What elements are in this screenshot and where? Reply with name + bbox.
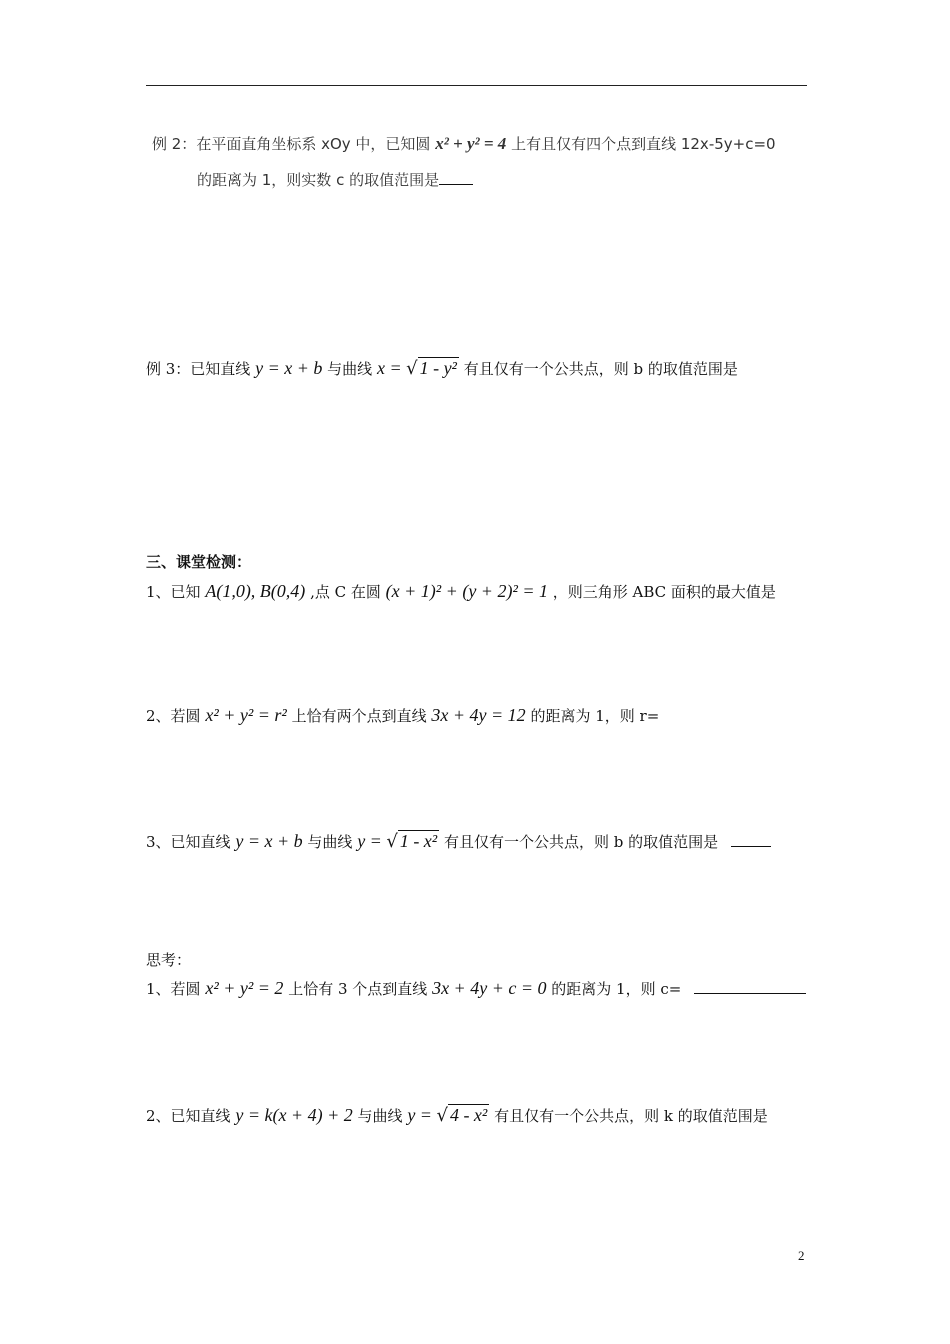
example-3-line-equation: y = x + b (255, 358, 323, 378)
t2-mid: 与曲线 (357, 1107, 403, 1125)
example-3 (146, 357, 738, 379)
q1-tail: ，则三角形 ABC 面积的最大值是 (552, 583, 776, 601)
t1-circle: x² + y² = 2 (205, 978, 284, 998)
section-3-q2 (146, 705, 659, 726)
example-3-label: 例 3：已知直线 (146, 360, 251, 378)
t1-tail: 的距离为 1，则 c= (551, 980, 682, 998)
t1-line: 3x + 4y + c = 0 (432, 978, 547, 998)
q1-prefix: 1、已知 (146, 583, 201, 601)
q1-points: A(1,0), B(0,4) (205, 581, 306, 601)
example-3-curve-lhs: x = (376, 358, 407, 378)
section-3-q1 (146, 581, 776, 602)
q2-mid: 上恰有两个点到直线 (291, 707, 427, 725)
t1-mid: 上恰有 3 个点到直线 (288, 980, 428, 998)
example-2-line-2 (197, 170, 473, 190)
q3-curve-radicand: 1 - x² (399, 831, 438, 851)
header-rule (146, 85, 807, 86)
q3-curve-lhs: y = (357, 831, 387, 851)
thinking-q1 (146, 978, 806, 999)
q3-prefix: 3、已知直线 (146, 833, 231, 851)
q2-tail: 的距离为 1，则 r= (530, 707, 660, 725)
sqrt-symbol: √ (406, 358, 418, 379)
answer-blank (439, 170, 473, 185)
example-2-text-b: 上有且仅有四个点到直线 12x-5y+c=0 (506, 135, 776, 153)
example-2-line-2-text: 的距离为 1，则实数 c 的取值范围是 (197, 171, 440, 189)
example-3-mid: 与曲线 (327, 360, 373, 378)
sqrt-symbol: √ (386, 831, 398, 852)
example-2-text-a: 在平面直角坐标系 xOy 中，已知圆 (196, 135, 436, 153)
answer-blank (731, 832, 771, 847)
thinking-q2 (146, 1104, 768, 1126)
t1-prefix: 1、若圆 (146, 980, 201, 998)
q2-line: 3x + 4y = 12 (431, 705, 526, 725)
t2-line: y = k(x + 4) + 2 (235, 1105, 353, 1125)
sqrt-symbol: √ (436, 1105, 448, 1126)
example-3-curve-radicand: 1 - y² (419, 358, 457, 378)
example-2-equation: x² + y² = 4 (435, 134, 507, 153)
t2-prefix: 2、已知直线 (146, 1107, 231, 1125)
example-2-label: 例 2： (152, 135, 197, 153)
q1-mid: ,点 C 在圆 (310, 583, 381, 601)
answer-blank (694, 979, 806, 994)
q3-tail: 有且仅有一个公共点，则 b 的取值范围是 (443, 833, 719, 851)
page-number: 2 (798, 1248, 805, 1263)
q2-circle: x² + y² = r² (205, 705, 287, 725)
t2-curve-radicand: 4 - x² (449, 1105, 488, 1125)
q1-circle: (x + 1)² + (y + 2)² = 1 (385, 581, 548, 601)
q3-line: y = x + b (235, 831, 303, 851)
thinking-heading: 思考： (146, 951, 192, 969)
q2-prefix: 2、若圆 (146, 707, 201, 725)
example-3-tail: 有且仅有一个公共点，则 b 的取值范围是 (463, 360, 738, 378)
t2-tail: 有且仅有一个公共点，则 k 的取值范围是 (494, 1107, 768, 1125)
section-3-q3 (146, 830, 771, 852)
example-2-line-1 (152, 134, 776, 154)
section-3-heading: 三、课堂检测： (146, 553, 252, 571)
q3-mid: 与曲线 (307, 833, 353, 851)
t2-curve-lhs: y = (407, 1105, 437, 1125)
